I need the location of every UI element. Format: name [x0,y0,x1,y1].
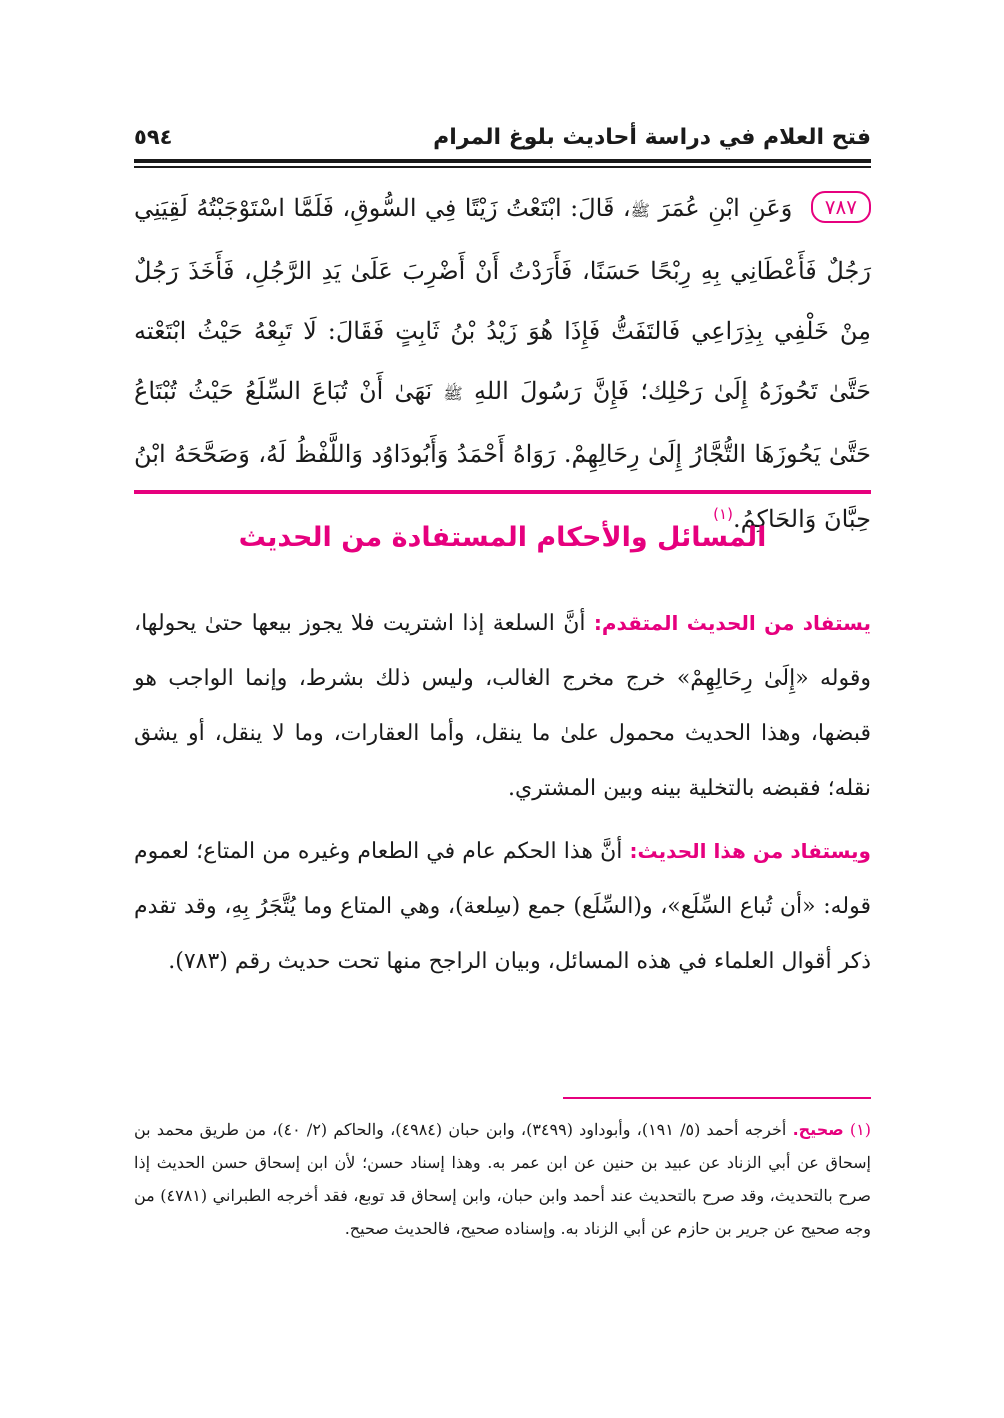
hadith-number-badge: ٧٨٧ [811,191,871,223]
footnote-marker: (١) [849,1120,872,1139]
footnote-reference[interactable]: (١) [713,505,733,523]
book-title: فتح العلام في دراسة أحاديث بلوغ المرام [433,124,871,150]
footnote-grade: صحيح. [792,1120,844,1139]
paragraph-1-lead: يستفاد من الحديث المتقدم: [593,611,871,635]
hadith-part-1: وَعَنِ ابْنِ عُمَرَ [658,194,793,222]
header-rule-thin [134,166,871,168]
hadith-divider [134,490,871,494]
page-number: ٥٩٤ [134,125,173,149]
footnote-text: أخرجه أحمد (٥/ ١٩١)، وأبوداود (٣٤٩٩)، وابن حبان (٤٩٨٤)، والحاكم (٢/ ٤٠)، من طريق محمد بن إسحاق عن أبي الزناد عن عبيد بن حنين عن ابن عمر به. وهذا إسناد حسن؛ لأن ابن إسحاق حسن الحديث إذا صرح بالتحديث، وقد صرح بالتحديث عند أحمد وابن حبان، وابن إسحاق قد توبع، فقد أخرجه الطبراني (٤٧٨١) من وجه صحيح عن جرير بن حازم عن أبي الزناد به. وإسناده صحيح، فالحديث صحيح. [134,1120,872,1238]
hadith-part-3: نَهَىٰ أَنْ تُبَاعَ السِّلَعُ حَيْثُ تُبْتَاعُ حَتَّىٰ يَحُوزَهَا التُّجَّارُ إِلَىٰ رِحَالِهِمْ. رَوَاهُ أَحْمَدُ وَأَبُودَاوُد وَاللَّفْظُ لَهُ، وَصَحَّحَهُ ابْنُ حِبَّانَ وَالحَاكِمُ. [134,377,871,533]
footnote-divider [563,1097,871,1099]
hadith-part-2: ، قَالَ: ابْتَعْتُ زَيْتًا فِي السُّوقِ، فَلَمَّا اسْتَوْجَبْتُهُ لَقِيَنِي رَجُلٌ فَأَعْطَانِي بِهِ رِبْحًا حَسَنًا، فَأَرَدْتُ أَنْ أَضْرِبَ عَلَىٰ يَدِ الرَّجُلِ، فَأَخَذَ رَجُلٌ مِنْ خَلْفِي بِذِرَاعِي فَالتَفَتُّ فَإِذَا هُوَ زَيْدُ بْنُ ثَابِتٍ فَقَالَ: لَا تَبِعْهُ حَيْثُ ابْتَعْته حَتَّىٰ تَحُوزَهُ إِلَىٰ رَحْلِك؛ فَإِنَّ رَسُولَ اللهِ [134,194,871,405]
footnote [134,1113,871,1245]
paragraph-2-lead: ويستفاد من هذا الحديث: [629,839,871,863]
honorific-glyph: ﷺ [630,201,650,220]
running-header [134,116,871,158]
section-title: المسائل والأحكام المستفادة من الحديث [238,522,767,553]
header-rule-thick [134,159,871,163]
paragraph-2-text: أنَّ هذا الحكم عام في الطعام وغيره من المتاع؛ لعموم قوله: «أن تُباع السِّلَع»، و(السِّلَع) جمع (سِلعة)، وهي المتاع وما يُتَّجَرُ بِهِ، وقد تقدم ذكر أقوال العلماء في هذه المسائل، وبيان الراجح منها تحت حديث رقم (٧٨٣). [134,839,871,974]
paragraph-1 [134,596,871,816]
paragraph-2 [134,824,871,989]
paragraph-1-text: أنَّ السلعة إذا اشتريت فلا يجوز بيعها حتىٰ يحولها، وقوله «إِلَىٰ رِحَالِهِمْ» خرج مخرج الغالب، وليس ذلك بشرط، وإنما الواجب هو قبضها، وهذا الحديث محمول علىٰ ما ينقل، وأما العقارات، وما لا ينقل، أو يشق نقله؛ فقبضه بالتخلية بينه وبين المشتري. [134,611,871,801]
salutation-glyph: ﷺ [443,384,463,403]
